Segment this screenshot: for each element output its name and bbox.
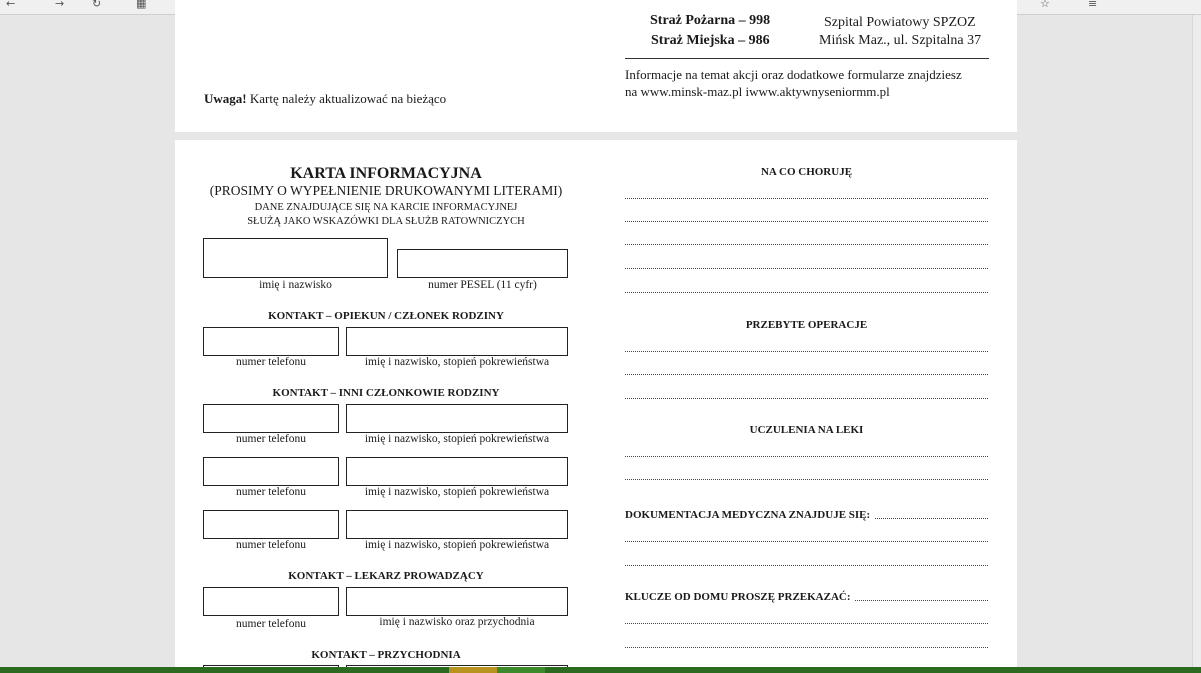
- pesel-field[interactable]: [397, 249, 568, 278]
- operations-line-3[interactable]: [625, 397, 988, 399]
- document-page-top: [175, 0, 1017, 132]
- info-line-1: Informacje na temat akcji oraz dodatkowe formularze znajdziesz: [625, 67, 962, 82]
- keys-line-3[interactable]: [625, 646, 988, 648]
- forward-icon[interactable]: →: [55, 0, 65, 10]
- card-note-2: SŁUŻĄ JAKO WSKAZÓWKI DLA SŁUŻB RATOWNICZYCH: [247, 216, 525, 227]
- allergies-heading: UCZULENIA NA LEKI: [749, 424, 864, 436]
- section-doctor: KONTAKT – LEKARZ PROWADZĄCY: [288, 570, 484, 582]
- diseases-line-2[interactable]: [625, 220, 988, 222]
- name-label: imię i nazwisko: [259, 279, 332, 291]
- back-icon[interactable]: ←: [6, 0, 16, 10]
- hospital-name: Szpital Powiatowy SPZOZ: [824, 15, 976, 30]
- apps-icon[interactable]: ▦: [136, 0, 147, 10]
- warning-label: Uwaga!: [204, 91, 247, 106]
- phone-label: numer telefonu: [236, 618, 306, 630]
- card-title: KARTA INFORMACYJNA: [290, 165, 482, 182]
- phone-label: numer telefonu: [236, 539, 306, 551]
- taskbar: [0, 667, 1201, 673]
- taskbar-app-2[interactable]: [497, 667, 545, 673]
- scrollbar[interactable]: [1192, 15, 1201, 667]
- relation-label: imię i nazwisko, stopień pokrewieństwa: [364, 433, 550, 445]
- keys-line-2[interactable]: [625, 622, 988, 624]
- section-clinic: KONTAKT – PRZYCHODNIA: [311, 649, 461, 661]
- taskbar-app-1[interactable]: [449, 667, 497, 673]
- family-name-field-3[interactable]: [346, 510, 568, 539]
- menu-icon[interactable]: ≡: [1088, 0, 1098, 10]
- divider-line: [625, 58, 989, 59]
- bookmark-icon[interactable]: ☆: [1040, 0, 1050, 10]
- allergies-line-2[interactable]: [625, 478, 988, 480]
- keys-label: KLUCZE OD DOMU PROSZĘ PRZEKAZAĆ:: [625, 591, 855, 603]
- doctor-label: imię i nazwisko oraz przychodnia: [379, 616, 535, 628]
- operations-line-1[interactable]: [625, 350, 988, 352]
- operations-heading: PRZEBYTE OPERACJE: [745, 319, 868, 331]
- family-phone-field-2[interactable]: [203, 457, 339, 486]
- documentation-line-2[interactable]: [625, 540, 988, 542]
- doctor-name-field[interactable]: [346, 587, 568, 616]
- family-name-field-2[interactable]: [346, 457, 568, 486]
- allergies-line-1[interactable]: [625, 455, 988, 457]
- documentation-line-3[interactable]: [625, 564, 988, 566]
- family-phone-field-3[interactable]: [203, 510, 339, 539]
- section-family: KONTAKT – INNI CZŁONKOWIE RODZINY: [272, 387, 500, 399]
- diseases-line-5[interactable]: [625, 291, 988, 293]
- family-phone-field-1[interactable]: [203, 404, 339, 433]
- guardian-name-field[interactable]: [346, 327, 568, 356]
- phone-label: numer telefonu: [236, 433, 306, 445]
- section-guardian: KONTAKT – OPIEKUN / CZŁONEK RODZINY: [268, 310, 504, 322]
- phone-label: numer telefonu: [236, 356, 306, 368]
- info-line-2: na www.minsk-maz.pl iwww.aktywnyseniormm.pl: [625, 84, 890, 99]
- relation-label: imię i nazwisko, stopień pokrewieństwa: [364, 539, 550, 551]
- card-subtitle: (PROSIMY O WYPEŁNIENIE DRUKOWANYMI LITERAMI): [209, 183, 563, 198]
- hospital-address: Mińsk Maz., ul. Szpitalna 37: [819, 33, 982, 48]
- relation-label: imię i nazwisko, stopień pokrewieństwa: [364, 486, 550, 498]
- information-card-page: [175, 140, 1017, 667]
- diseases-line-3[interactable]: [625, 243, 988, 245]
- name-field[interactable]: [203, 238, 388, 278]
- diseases-line-1[interactable]: [625, 197, 988, 199]
- operations-line-2[interactable]: [625, 373, 988, 375]
- phone-label: numer telefonu: [236, 486, 306, 498]
- documentation-label: DOKUMENTACJA MEDYCZNA ZNAJDUJE SIĘ:: [625, 509, 874, 521]
- relation-label: imię i nazwisko, stopień pokrewieństwa: [364, 356, 550, 368]
- diseases-heading: NA CO CHORUJĘ: [760, 166, 853, 178]
- city-guard-number: Straż Miejska – 986: [651, 33, 770, 48]
- diseases-line-4[interactable]: [625, 267, 988, 269]
- doctor-phone-field[interactable]: [203, 587, 339, 616]
- pesel-label: numer PESEL (11 cyfr): [428, 279, 537, 291]
- guardian-phone-field[interactable]: [203, 327, 339, 356]
- warning-text: Kartę należy aktualizować na bieżąco: [246, 91, 447, 106]
- reload-icon[interactable]: ↻: [92, 0, 102, 10]
- fire-brigade-number: Straż Pożarna – 998: [650, 13, 771, 28]
- card-note-1: DANE ZNAJDUJĄCE SIĘ NA KARCIE INFORMACYJNEJ: [254, 202, 518, 213]
- update-warning: [204, 91, 446, 107]
- family-name-field-1[interactable]: [346, 404, 568, 433]
